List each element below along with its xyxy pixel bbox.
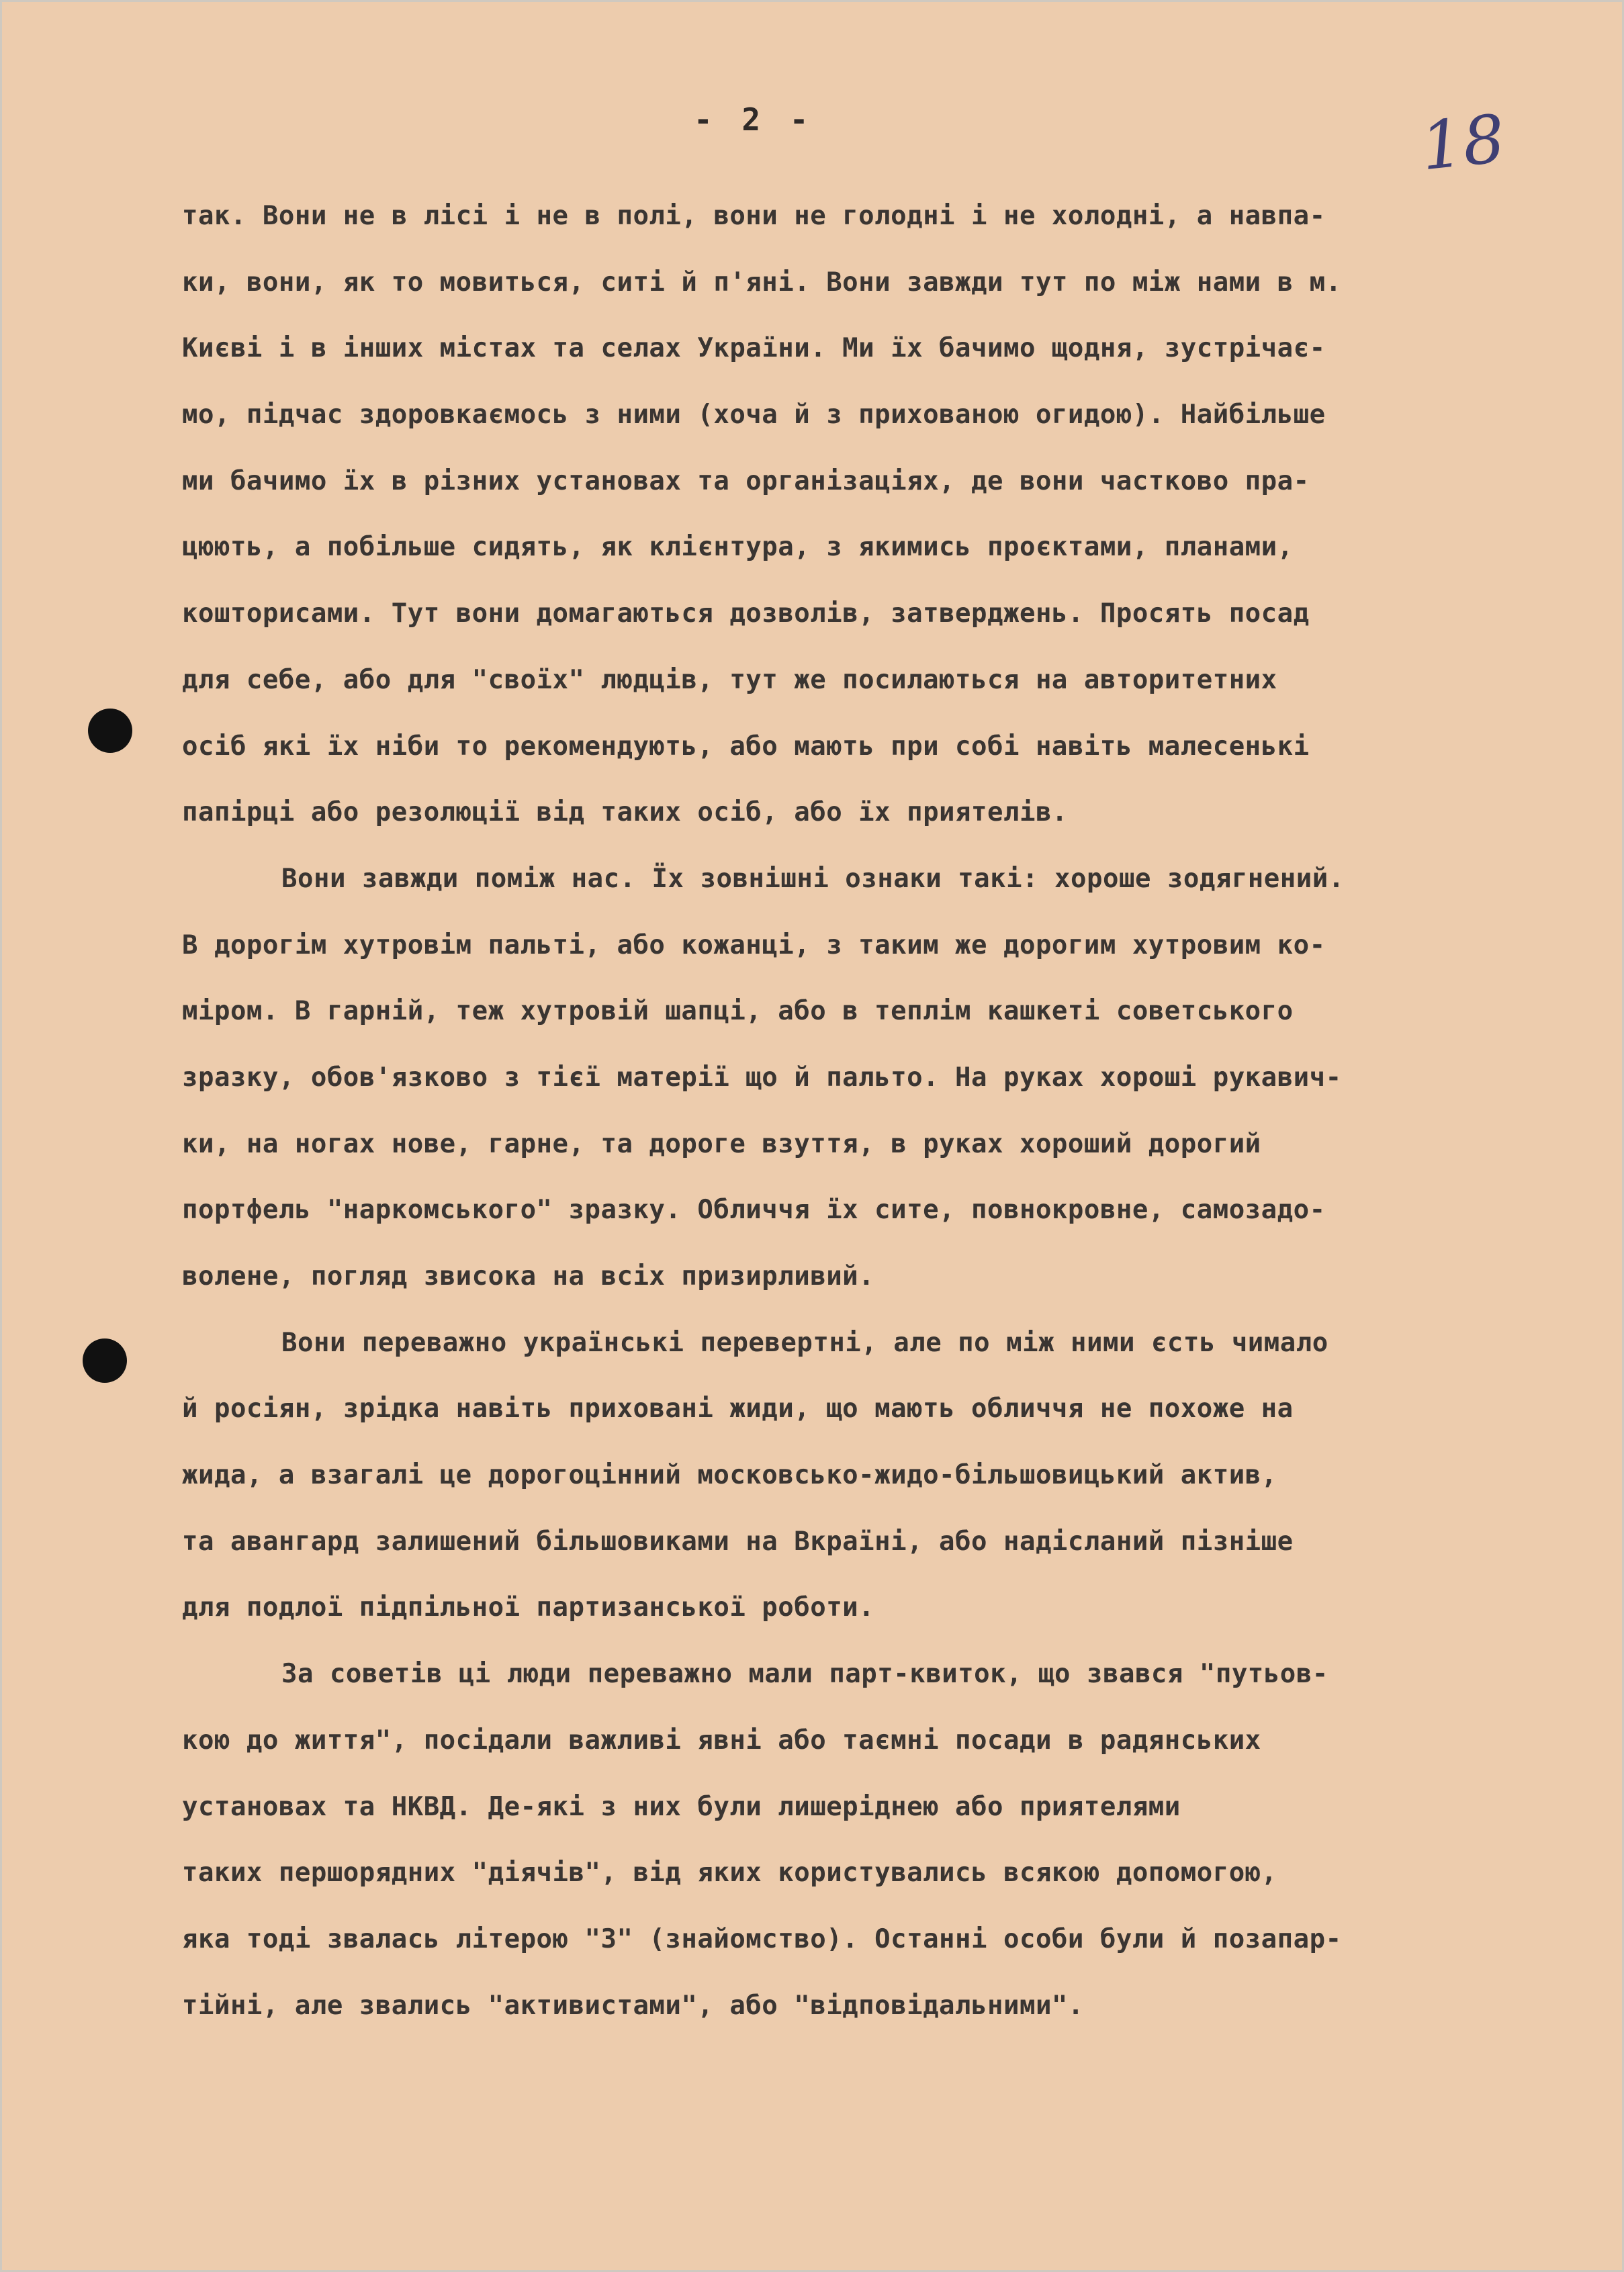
text-line: Вони завжди поміж нас. Їх зовнішні ознаки такі: хороше зодягнений.: [281, 863, 1345, 894]
text-line: для подлої підпільної партизанської роботи.: [182, 1592, 875, 1623]
text-line: для себе, або для "своїх" людців, тут же посилаються на авторитетних: [182, 664, 1277, 695]
text-line: яка тоді звалась літерою "З" (знайомство). Останні особи були й позапар-: [182, 1923, 1342, 1954]
text-line: жида, а взагалі це дорогоцінний московсько-жидо-більшовицький актив,: [182, 1460, 1277, 1491]
text-line: установах та НКВД. Де-які з них були лишеріднею або приятелями: [182, 1791, 1181, 1822]
text-line: Києві і в інших містах та селах України. Ми їх бачимо щодня, зустрічає-: [182, 333, 1326, 364]
text-line: ки, на ногах нове, гарне, та дороге взуття, в руках хороший дорогий: [182, 1128, 1261, 1159]
text-line: волене, погляд звисока на всіх призирливий.: [182, 1261, 875, 1291]
text-line: папірці або резолюції від таких осіб, або їх приятелів.: [182, 797, 1068, 828]
text-line: кою до життя", посідали важливі явні або таємні посади в радянських: [182, 1725, 1261, 1756]
text-line: портфель "наркомського" зразку. Обличчя їх сите, повнокровне, самозадо-: [182, 1195, 1326, 1226]
text-line: ми бачимо їх в різних установах та організаціях, де вони частково пра-: [182, 465, 1310, 496]
text-line: так. Вони не в лісі і не в полі, вони не голодні і не холодні, а навпа-: [182, 201, 1326, 231]
text-line: зразку, обов'язково з тієї матерії що й пальто. На руках хороші рукавич-: [182, 1062, 1342, 1093]
typed-body-text: [182, 183, 1613, 2039]
punch-hole-icon: [88, 709, 132, 753]
handwritten-folio-number: 18: [1417, 101, 1509, 186]
text-line: Вони переважно українські перевертні, але по між ними єсть чимало: [281, 1327, 1328, 1358]
text-line: та авангард залишений більшовиками на Вкраїні, або надісланий пізніше: [182, 1526, 1294, 1557]
text-line: таких першорядних "діячів", від яких користувались всякою допомогою,: [182, 1858, 1277, 1889]
text-line: осіб які їх ніби то рекомендують, або мають при собі навіть малесенькі: [182, 731, 1310, 762]
punch-hole-icon: [83, 1338, 127, 1383]
text-line: За советів ці люди переважно мали парт-квиток, що звався "путьов-: [281, 1659, 1328, 1690]
text-line: ки, вони, як то мовиться, ситі й п'яні. Вони завжди тут по між нами в м.: [182, 267, 1342, 298]
page-number: - 2 -: [694, 101, 814, 138]
text-line: В дорогім хутровім пальті, або кожанці, з таким же дорогим хутровим ко-: [182, 929, 1326, 960]
text-line: міром. В гарній, теж хутровій шапці, або в теплім кашкеті советського: [182, 996, 1294, 1027]
text-line: тійні, але звались "активистами", або "відповідальними".: [182, 1990, 1084, 2021]
text-line: мо, підчас здоровкаємось з ними (хоча й з прихованою огидою). Найбільше: [182, 400, 1326, 430]
text-line: кошторисами. Тут вони домагаються дозволів, затверджень. Просять посад: [182, 598, 1310, 629]
text-line: цюють, а побільше сидять, як клієнтура, з якимись проєктами, планами,: [182, 532, 1294, 563]
text-line: й росіян, зрідка навіть приховані жиди, що мають обличчя не похоже на: [182, 1394, 1294, 1424]
